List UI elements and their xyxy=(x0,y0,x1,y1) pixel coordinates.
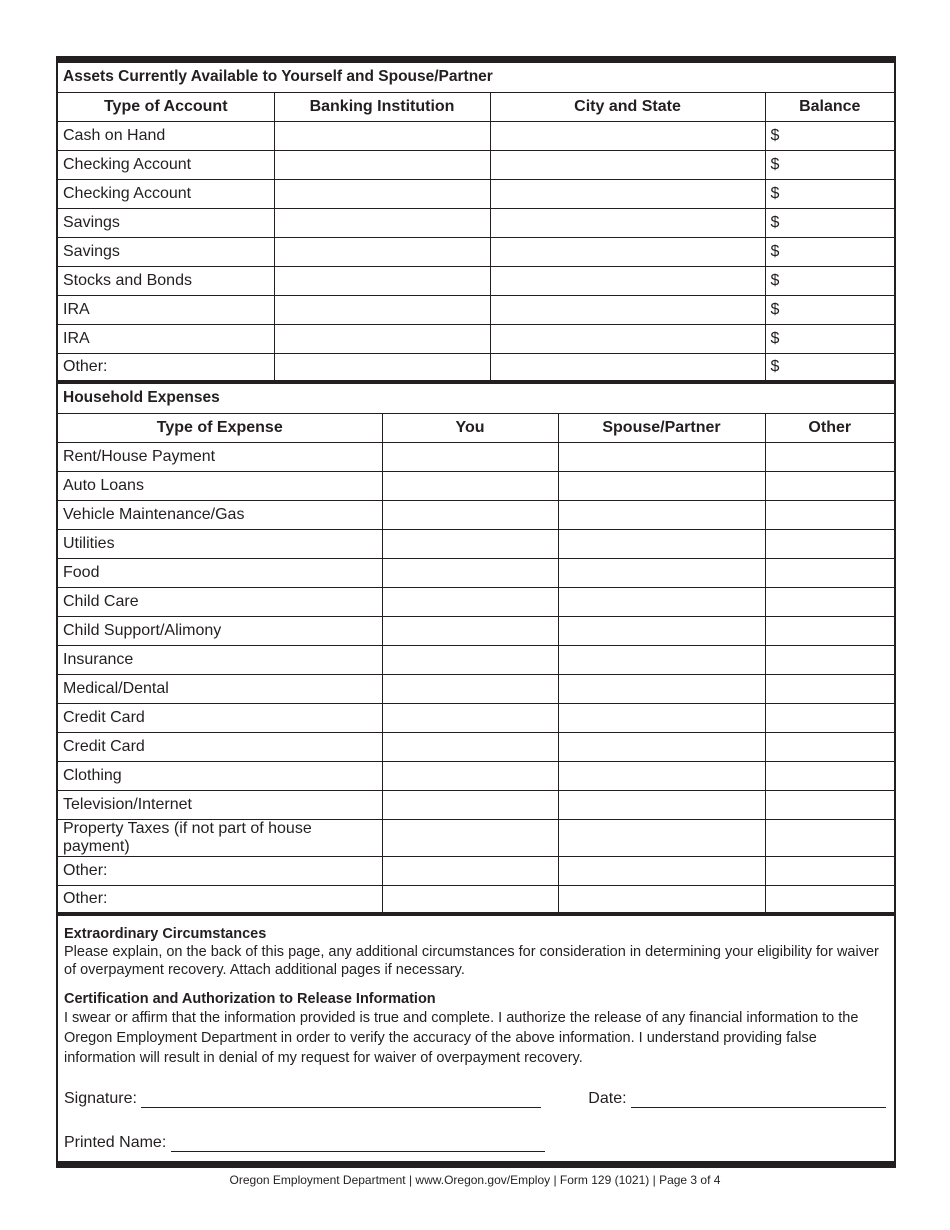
expense-row xyxy=(58,819,894,856)
city-state-field[interactable] xyxy=(490,324,765,353)
expenses-table xyxy=(58,384,894,916)
other-amount-field[interactable] xyxy=(765,819,894,856)
extraordinary-title: Extraordinary Circumstances xyxy=(64,926,267,942)
asset-type-label: Other: xyxy=(58,353,274,382)
spouse-amount-field[interactable] xyxy=(558,885,765,914)
other-amount-field[interactable] xyxy=(765,442,894,471)
expense-row xyxy=(58,471,894,500)
asset-row xyxy=(58,324,894,353)
you-amount-field[interactable] xyxy=(382,471,558,500)
dollar-sign: $ xyxy=(770,271,780,289)
you-amount-field[interactable] xyxy=(382,885,558,914)
expense-row xyxy=(58,856,894,885)
spouse-amount-field[interactable] xyxy=(558,732,765,761)
dollar-sign: $ xyxy=(770,329,780,347)
spouse-amount-field[interactable] xyxy=(558,790,765,819)
expense-type-label: Credit Card xyxy=(58,703,382,732)
expenses-header-you: You xyxy=(382,413,558,442)
expenses-header-spouse: Spouse/Partner xyxy=(558,413,765,442)
asset-row xyxy=(58,179,894,208)
printed-name-label: Printed Name: xyxy=(64,1134,167,1151)
expense-row xyxy=(58,761,894,790)
assets-table xyxy=(58,63,894,384)
asset-type-label: Savings xyxy=(58,237,274,266)
other-amount-field[interactable] xyxy=(765,761,894,790)
spouse-amount-field[interactable] xyxy=(558,616,765,645)
expense-type-label: Auto Loans xyxy=(58,471,382,500)
asset-type-label: IRA xyxy=(58,295,274,324)
signature-label: Signature: xyxy=(64,1090,137,1107)
asset-type-label: Checking Account xyxy=(58,150,274,179)
other-amount-field[interactable] xyxy=(765,529,894,558)
dollar-sign: $ xyxy=(770,242,780,260)
asset-type-label: IRA xyxy=(58,324,274,353)
balance-field[interactable] xyxy=(765,353,894,382)
expense-row xyxy=(58,500,894,529)
signature-row xyxy=(64,1090,888,1134)
assets-title: Assets Currently Available to Yourself and Spouse/Partner xyxy=(58,63,894,92)
expense-type-label: Other: xyxy=(58,856,382,885)
dollar-sign: $ xyxy=(770,155,780,173)
asset-type-label: Checking Account xyxy=(58,179,274,208)
other-amount-field[interactable] xyxy=(765,645,894,674)
city-state-field[interactable] xyxy=(490,237,765,266)
city-state-field[interactable] xyxy=(490,353,765,382)
expense-type-label: Television/Internet xyxy=(58,790,382,819)
assets-header-city-state: City and State xyxy=(490,92,765,121)
asset-row xyxy=(58,237,894,266)
expense-row xyxy=(58,529,894,558)
balance-field[interactable] xyxy=(765,150,894,179)
spouse-amount-field[interactable] xyxy=(558,529,765,558)
expense-type-label: Food xyxy=(58,558,382,587)
asset-row xyxy=(58,150,894,179)
banking-institution-field[interactable] xyxy=(274,179,490,208)
expenses-header-other: Other xyxy=(765,413,894,442)
expense-type-label: Insurance xyxy=(58,645,382,674)
spouse-amount-field[interactable] xyxy=(558,471,765,500)
spouse-amount-field[interactable] xyxy=(558,703,765,732)
city-state-field[interactable] xyxy=(490,150,765,179)
spouse-amount-field[interactable] xyxy=(558,674,765,703)
you-amount-field[interactable] xyxy=(382,674,558,703)
other-amount-field[interactable] xyxy=(765,558,894,587)
banking-institution-field[interactable] xyxy=(274,121,490,150)
balance-field[interactable] xyxy=(765,266,894,295)
city-state-field[interactable] xyxy=(490,295,765,324)
expense-type-label: Medical/Dental xyxy=(58,674,382,703)
asset-row xyxy=(58,208,894,237)
balance-field[interactable] xyxy=(765,324,894,353)
you-amount-field[interactable] xyxy=(382,790,558,819)
printed-name-field[interactable] xyxy=(171,1135,545,1152)
city-state-field[interactable] xyxy=(490,121,765,150)
you-amount-field[interactable] xyxy=(382,529,558,558)
you-amount-field[interactable] xyxy=(382,732,558,761)
you-amount-field[interactable] xyxy=(382,587,558,616)
printed-name-row xyxy=(64,1134,888,1178)
spouse-amount-field[interactable] xyxy=(558,587,765,616)
certification-title: Certification and Authorization to Release Information xyxy=(64,991,436,1007)
city-state-field[interactable] xyxy=(490,208,765,237)
other-amount-field[interactable] xyxy=(765,587,894,616)
page-footer: Oregon Employment Department | www.Oregon.gov/Employ | Form 129 (1021) | Page 3 of 4 xyxy=(229,1173,721,1187)
expense-row xyxy=(58,674,894,703)
dollar-sign: $ xyxy=(770,184,780,202)
other-amount-field[interactable] xyxy=(765,674,894,703)
you-amount-field[interactable] xyxy=(382,761,558,790)
expense-row xyxy=(58,885,894,914)
banking-institution-field[interactable] xyxy=(274,324,490,353)
asset-row xyxy=(58,295,894,324)
certification-section xyxy=(64,990,888,1068)
other-amount-field[interactable] xyxy=(765,703,894,732)
asset-type-label: Cash on Hand xyxy=(58,121,274,150)
certification-text: I swear or affirm that the information provided is true and complete. I authorize the release of any financial information to the Oregon Employment Department in order to verify the accuracy of the above information. I understand providing false information will result in denial of my request for waiver of overpayment recovery. xyxy=(64,1010,859,1066)
spouse-amount-field[interactable] xyxy=(558,819,765,856)
balance-field[interactable] xyxy=(765,208,894,237)
expense-type-label: Child Support/Alimony xyxy=(58,616,382,645)
banking-institution-field[interactable] xyxy=(274,208,490,237)
financial-form xyxy=(56,56,896,1168)
you-amount-field[interactable] xyxy=(382,442,558,471)
spouse-amount-field[interactable] xyxy=(558,761,765,790)
dollar-sign: $ xyxy=(770,213,780,231)
dollar-sign: $ xyxy=(770,357,780,375)
expense-type-label: Child Care xyxy=(58,587,382,616)
expense-type-label: Rent/House Payment xyxy=(58,442,382,471)
signature-section xyxy=(58,1068,894,1178)
banking-institution-field[interactable] xyxy=(274,150,490,179)
expense-row xyxy=(58,732,894,761)
you-amount-field[interactable] xyxy=(382,558,558,587)
extraordinary-section xyxy=(58,916,894,1068)
assets-header-balance: Balance xyxy=(765,92,894,121)
expense-row xyxy=(58,442,894,471)
banking-institution-field[interactable] xyxy=(274,266,490,295)
you-amount-field[interactable] xyxy=(382,819,558,856)
other-amount-field[interactable] xyxy=(765,616,894,645)
expense-row xyxy=(58,790,894,819)
you-amount-field[interactable] xyxy=(382,856,558,885)
you-amount-field[interactable] xyxy=(382,500,558,529)
expense-type-label: Vehicle Maintenance/Gas xyxy=(58,500,382,529)
other-amount-field[interactable] xyxy=(765,471,894,500)
expense-type-label: Clothing xyxy=(58,761,382,790)
dollar-sign: $ xyxy=(770,126,780,144)
banking-institution-field[interactable] xyxy=(274,237,490,266)
balance-field[interactable] xyxy=(765,121,894,150)
spouse-amount-field[interactable] xyxy=(558,558,765,587)
expense-type-label: Property Taxes (if not part of house payment) xyxy=(58,819,382,856)
signature-field[interactable] xyxy=(141,1091,541,1108)
expenses-header-type: Type of Expense xyxy=(58,413,382,442)
balance-field[interactable] xyxy=(765,179,894,208)
other-amount-field[interactable] xyxy=(765,790,894,819)
you-amount-field[interactable] xyxy=(382,703,558,732)
asset-row xyxy=(58,266,894,295)
other-amount-field[interactable] xyxy=(765,500,894,529)
expense-row xyxy=(58,558,894,587)
spouse-amount-field[interactable] xyxy=(558,500,765,529)
expense-row xyxy=(58,616,894,645)
other-amount-field[interactable] xyxy=(765,885,894,914)
date-label: Date: xyxy=(588,1090,627,1107)
other-amount-field[interactable] xyxy=(765,732,894,761)
spouse-amount-field[interactable] xyxy=(558,856,765,885)
city-state-field[interactable] xyxy=(490,266,765,295)
you-amount-field[interactable] xyxy=(382,645,558,674)
spouse-amount-field[interactable] xyxy=(558,442,765,471)
asset-type-label: Savings xyxy=(58,208,274,237)
city-state-field[interactable] xyxy=(490,179,765,208)
balance-field[interactable] xyxy=(765,295,894,324)
date-field[interactable] xyxy=(631,1091,886,1108)
dollar-sign: $ xyxy=(770,300,780,318)
other-amount-field[interactable] xyxy=(765,856,894,885)
banking-institution-field[interactable] xyxy=(274,295,490,324)
expense-type-label: Utilities xyxy=(58,529,382,558)
expense-row xyxy=(58,587,894,616)
expense-type-label: Credit Card xyxy=(58,732,382,761)
expense-type-label: Other: xyxy=(58,885,382,914)
banking-institution-field[interactable] xyxy=(274,353,490,382)
expense-row xyxy=(58,703,894,732)
spouse-amount-field[interactable] xyxy=(558,645,765,674)
asset-row xyxy=(58,121,894,150)
balance-field[interactable] xyxy=(765,237,894,266)
asset-type-label: Stocks and Bonds xyxy=(58,266,274,295)
you-amount-field[interactable] xyxy=(382,616,558,645)
expenses-title: Household Expenses xyxy=(58,384,894,413)
assets-header-institution: Banking Institution xyxy=(274,92,490,121)
assets-header-type: Type of Account xyxy=(58,92,274,121)
extraordinary-text: Please explain, on the back of this page, any additional circumstances for consideration in determining your eligibility for waiver of overpayment recovery. Attach additional pages if necessary. xyxy=(64,944,879,978)
expense-row xyxy=(58,645,894,674)
asset-row xyxy=(58,353,894,382)
